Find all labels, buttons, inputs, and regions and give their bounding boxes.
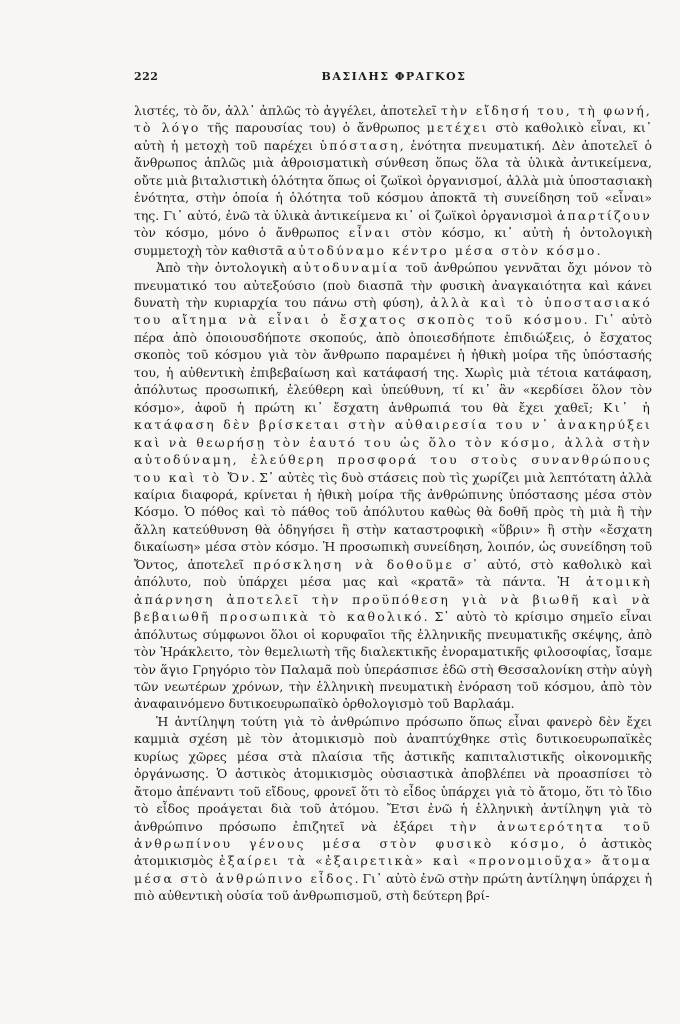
emphasized-text: πρόσκληση νὰ δοθοῦμε [253,556,454,572]
paragraph [134,713,652,905]
page-number: 222 [134,70,159,83]
running-head [134,70,654,86]
paragraph [134,259,652,713]
text-run: . Γι᾽ αὐτὸ πέρα ἀπὸ ὁποιουσδήποτε σκοπούς, ἀπὸ ὁποιεσδήποτε ἐπιδιώξεις, ὁ ἔσχατος σκοπὸς τοῦ κόσμου γιὰ τὸν ἄνθρωπο παραμένει ἡ ἠθικὴ μοίρα τῆς ὑπόστασής του, ἡ αὐθεντικὴ ἐπιβεβαίωση καὶ κατάφασή της. Χωρὶς μιὰ τέτοια κατάφαση, ἀπόλυτως προσωπική, ἐλεύθερη καὶ ὑπεύθυνη, τί κι᾽ ἂν «κερδίσει ὅλον τὸν κόσμο», ἀφοῦ ἡ πρώτη κι᾽ ἔσχατη ἀνθρωπιά του θὰ ἔχει χαθεῖ; [134,312,652,415]
emphasized-text: Κι᾽ ἡ κατάφαση δὲν βρίσκεται στὴν αὐθαιρεσία του ν᾽ ἀνακηρύξει καὶ νὰ θεωρήσῃ τὸν ἑαυτό του ὡς ὅλο τὸν κόσμο, ἀλλὰ στὴν αὐτοδύναμη, ἐλεύθερη προσφορά του στοὺς συνανθρώπους του καὶ τὸ Ὄν [134,399,652,485]
text-run: τοῦ ἀνθρώπου γεννᾶται ὄχι μόνον τὸ πνευματικό του αὐτεξούσιο (ποὺ διασπᾶ τὴν φυσικὴ ἀναγκαιότητα καὶ κάνει δυνατὴ τὴν κυριαρχία του πάνω στὴ φύση), [134,260,652,310]
emphasized-text: μετέχει [426,120,489,136]
text-run: λιστές, τὸ ὄν, ἀλλ᾽ ἁπλῶς τὸ ἀγγέλει, ἀποτελεῖ [134,103,441,118]
text-run: τῆς παρουσίας του) ὁ ἄνθρωπος [200,120,427,136]
text-run: . Γι᾽ αὐτὸ ἐνῶ στὴν πρώτη ἀντίληψη ὑπάρχει ἡ πιὸ αὐθεντικὴ οὐσία τοῦ ἀνθρωπισμοῦ, στὴ δεύτερη βρί- [134,870,652,904]
text-run: Ἀπὸ τὴν ὀντολογικὴ [156,260,293,276]
emphasized-text: αὐτοδυναμία [293,260,400,276]
emphasized-text: τὴν ἀνωτερότητα τοῦ ἀνθρωπίνου γένους μέσα στὸν φυσικὸ κόσμο [134,818,652,852]
text-run: . [596,242,601,258]
text-run: , ἑνότητα πνευματική. Δὲν ἀποτελεῖ ὁ ἄνθρωπος ἁπλῶς μιὰ ἀθροισματικὴ σύνθεση ὅπως ὅλα τὰ ὑλικὰ ἀντικείμενα, οὔτε μιὰ βιταλιστικὴ ὁλότητα ὅπως οἱ ζωϊκοὶ ὀργανισμοί, ἀλλὰ μιὰ ὑποστασιακὴ ἑνότητα, στὴν ὁποία ἡ ὁλότητα τοῦ κόσμου ἀποκτᾶ τὴ συνείδηση τοῦ «εἶναι» της. Γι᾽ αὐτό, ἐνῶ τὰ ὑλικὰ ἀντικείμενα κι᾽ οἱ ζωϊκοὶ ὀργανισμοὶ [134,137,652,223]
text-run: . Σ᾽ αὐτὸ τὸ κρίσιμο σημεῖο εἶναι ἀπόλυτως σύμφωνοι ὅλοι οἱ κορυφαῖοι τῆς ἑλληνικῆς πνευματικῆς σκέψης, ἀπὸ τὸν Ἡράκλειτο, τὸν θεμελιωτὴ τῆς διαλεκτικῆς ἐνοραματικῆς φιλοσοφίας, ἴσαμε τὸν ἅγιο Γρηγόριο τὸν Παλαμᾶ ποὺ ὑπεράσπισε ἐδῶ στὴ Θεσσαλονίκη στὴν αὐγὴ τῶν νεωτέρων χρόνων, τὴν ἑλληνικὴ πνευματικὴ ἐνόραση τοῦ κόσμου, ἀπὸ τὸν ἀναφαινόμενο δυτικοευρωπαϊκὸ ὀρθολογισμὸ τοῦ Βαρλαάμ. [134,609,652,712]
paragraph [134,102,652,259]
emphasized-text: ὑπόσταση [319,137,400,153]
text-run: σ᾽ αὐτό, στὸ καθολικὸ καὶ ἀπόλυτο, ποὺ ὑπάρχει μέσα μας καὶ «κρατᾶ» τὰ πάντα. [134,556,652,590]
running-title: ΒΑΣΙΛΗΣ ΦΡΑΓΚΟΣ [321,70,467,83]
emphasized-text: Ἡ ἀτομικὴ ἀπάρνηση ἀποτελεῖ τὴν προϋπόθεση γιὰ νὰ βιωθῆ καὶ νὰ βεβαιωθῆ προσωπικὰ τὸ καθολικό [134,574,652,625]
body-text [134,102,652,905]
emphasized-text: ἐξαίρει τὰ «ἐξαιρετικὰ» καὶ «προνομιοῦχα» ἄτομα μέσα στὸ ἀνθρώπινο εἶδος [134,853,653,886]
text-run: Ἡ ἀντίληψη τούτη γιὰ τὸ ἀνθρώπινο πρόσωπο ὅπως εἶναι φανερὸ δὲν ἔχει καμμιὰ σχέση μὲ τὸν ἀτομικισμὸ ποὺ ἀναπτύχθηκε στὶς δυτικοευρωπαϊκὲς κυρίως χῶρες μέσα στὰ πλαίσια τῆς ἀστικῆς καπιταλιστικῆς οἰκονομικῆς ὀργάνωσης. Ὁ ἀστικὸς ἀτομικισμὸς οὐσιαστικὰ ἀποβλέπει νὰ προασπίσει τὸ ἄτομο ἀπέναντι τοῦ εἴδους, φρονεῖ ὅτι τὸ εἶδος ὑπάρχει γιὰ τὸ ἄτομο, ὅτι τὸ ἴδιο τὸ εἶδος προάγεται διὰ τοῦ ἀτόμου. Ἔτσι ἐνῶ ἡ ἑλληνικὴ ἀντίληψη γιὰ τὸ ἀνθρώπινο πρόσωπο ἐπιζητεῖ νὰ ἐξάρει [134,713,652,834]
emphasized-text: αὐτοδύναμο κέντρο μέσα στὸν κόσμο [287,242,597,258]
emphasized-text: ἀλλὰ καὶ τὸ ὑποστασιακό του αἴτημα νὰ εἶναι ὁ ἔσχατος σκοπὸς τοῦ κόσμου [134,294,652,328]
emphasized-text: τὴν εἴδησή του, τὴ φωνή, τὸ λόγο [134,103,652,136]
text-run: . Σ᾽ αὐτὲς τὶς δυὸ στάσεις ποὺ τὶς χωρίζει μιὰ λεπτότατη ἀλλὰ καίρια διαφορά, κρίνεται ἡ ἠθικὴ μοίρα τῆς ἀνθρώπινης ὑπόστασης μέσα στὸν Κόσμο. Ὁ πόθος καὶ τὸ πάθος τοῦ ἀπόλυτου καθὼς θὰ δοθῆ πρὸς τὴ μιὰ ἢ τὴν ἄλλη κατεύθυνση θὰ ὁδηγήσει ἢ στὴν καταστροφικὴ «ὕβριν» ἢ στὴν «ἔσχατη δικαίωση» μέσα στὸν κόσμο. Ἡ προσωπικὴ συνείδηση, λοιπόν, ὡς συνείδηση τοῦ Ὄντος, ἀποτελεῖ [134,469,652,572]
text-run: στὸ καθολικὸ εἶναι, κι᾽ αὐτὴ ἡ μετοχὴ τοῦ παρέχει [134,120,652,153]
emphasized-text: εἶναι [348,225,392,241]
text-run: στὸν κόσμο, κι᾽ αὐτὴ ἡ ὀντολογικὴ συμμετοχὴ τὸν καθιστᾶ [134,225,652,258]
emphasized-text: ἀπαρτίζουν [556,207,652,223]
text-run: , ὁ ἀστικὸς ἀτομικισμὸς [134,836,652,869]
text-run: τὸν κόσμο, μόνο ὁ ἄνθρωπος [134,225,349,241]
